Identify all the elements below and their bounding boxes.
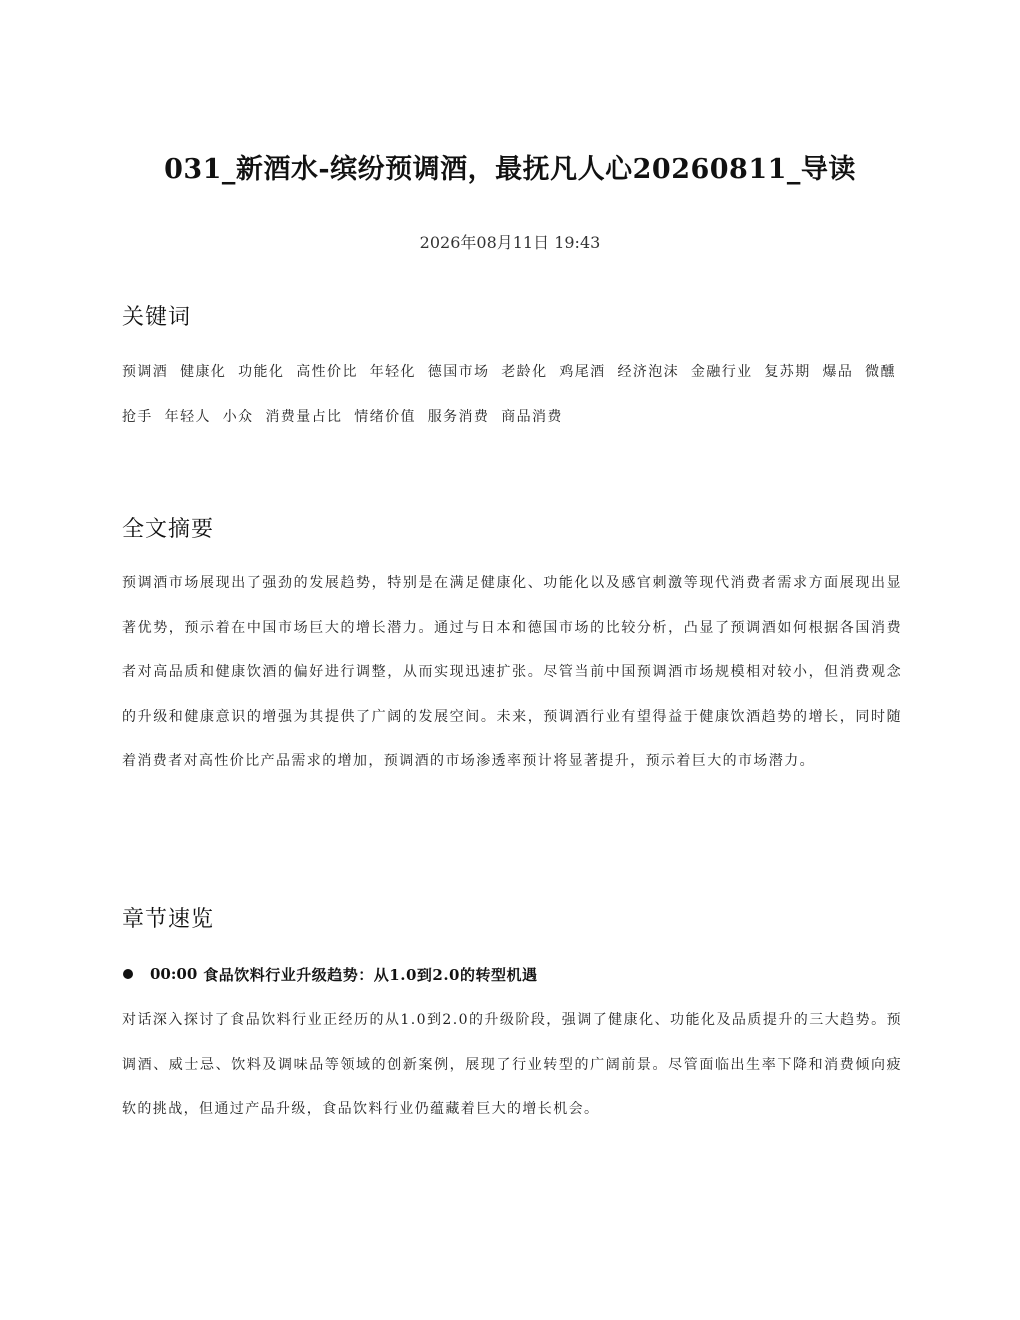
summary-text: 预调酒市场展现出了强劲的发展趋势，特别是在满足健康化、功能化以及感官刺激等现代消费者需求方面展现出显著优势，预示着在中国市场巨大的增长潜力。通过与日本和德国市场的比较分析，凸显了预调酒如何根据各国消费者对高品质和健康饮酒的偏好进行调整，从而实现迅速扩张。尽管当前中国预调酒市场规模相对较小，但消费观念的升级和健康意识的增强为其提供了广阔的发展空间。未来，预调酒行业有望得益于健康饮酒趋势的增长，同时随着消费者对高性价比产品需求的增加，预调酒的市场渗透率预计将显著提升，预示着巨大的市场潜力。 <box>122 575 902 769</box>
keyword-tag: 商品消费 <box>501 408 563 425</box>
document-date: 2026年08月11日 19:43 <box>419 233 601 252</box>
keyword-tag: 健康化 <box>180 364 227 380</box>
document-title: 031_新酒水-缤纷预调酒，最抚凡人心20260811_导读 <box>164 154 856 185</box>
chapter-item <box>122 960 902 988</box>
keyword-tag: 高性价比 <box>296 364 358 380</box>
chapter-time: 00:00 <box>150 965 198 983</box>
keyword-tag: 预调酒 <box>122 364 169 380</box>
keyword-tag: 复苏期 <box>764 364 811 380</box>
keyword-tag: 情绪价值 <box>354 408 416 425</box>
keyword-tag: 小众 <box>222 408 254 425</box>
keyword-tag: 鸡尾酒 <box>559 364 606 380</box>
bullet-icon <box>123 969 133 979</box>
keyword-tag: 经济泡沫 <box>617 364 680 380</box>
keyword-tag: 微醺 <box>865 364 896 380</box>
keyword-tag: 抢手 <box>122 408 153 425</box>
keyword-tag: 消费量占比 <box>265 408 343 425</box>
summary-heading: 全文摘要 <box>122 517 215 542</box>
keyword-tag: 年轻人 <box>164 408 211 425</box>
chapters-heading: 章节速览 <box>122 907 215 932</box>
keyword-tag: 服务消费 <box>427 408 490 425</box>
chapter-title: 食品饮料行业升级趋势：从1.0到2.0的转型机遇 <box>203 965 538 984</box>
keyword-tag: 爆品 <box>822 364 854 380</box>
keywords-list <box>122 350 902 439</box>
keyword-tag: 老龄化 <box>501 364 548 380</box>
keyword-tag: 德国市场 <box>427 364 490 380</box>
chapter-summary: 对话深入探讨了食品饮料行业正经历的从1.0到2.0的升级阶段，强调了健康化、功能化及品质提升的三大趋势。预调酒、威士忌、饮料及调味品等领域的创新案例，展现了行业转型的广阔前景。尽管面临出生率下降和消费倾向疲软的挑战，但通过产品升级，食品饮料行业仍蕴藏着巨大的增长机会。 <box>122 1012 902 1117</box>
keyword-tag: 金融行业 <box>690 364 753 380</box>
keyword-tag: 年轻化 <box>369 364 416 380</box>
keywords-heading: 关键词 <box>122 305 192 330</box>
keyword-tag: 功能化 <box>238 364 285 380</box>
